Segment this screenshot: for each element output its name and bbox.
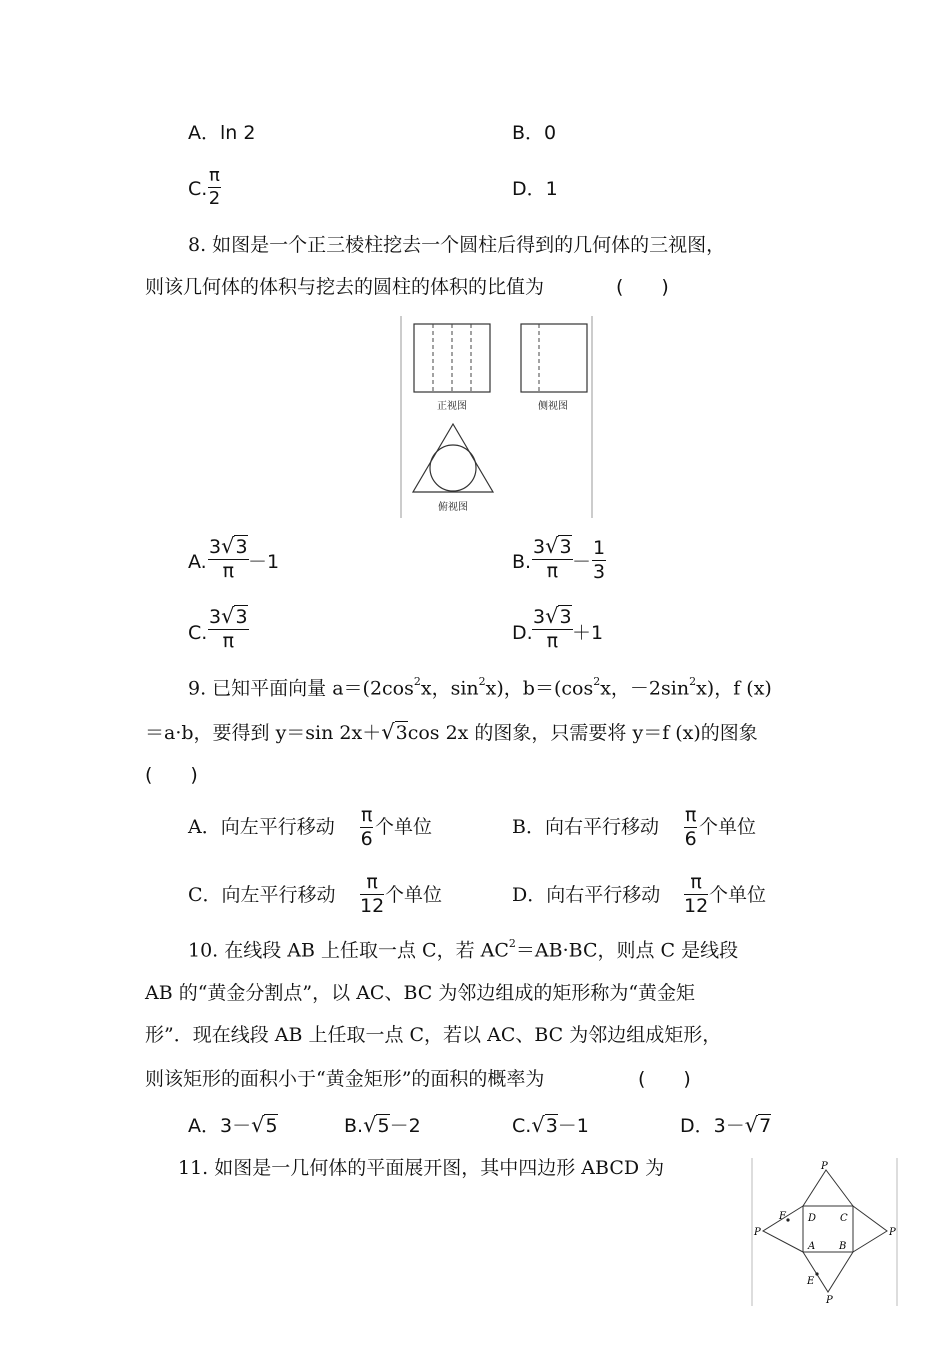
top-view-triangle — [413, 424, 493, 492]
q8-three-view-figure — [400, 316, 594, 518]
q10-stem-line4: 则该矩形的面积小于“黄金矩形”的面积的概率为 — [145, 1068, 545, 1090]
q8-option-b-fraction: $\frac{3√3}{\pi}$ — [533, 534, 572, 582]
q9-option-b-text: B．向右平行移动 — [512, 816, 659, 838]
q9-option-a-text: A．向左平行移动 — [188, 816, 335, 838]
q10-stem-line1: 10. 在线段 AB 上任取一点 C，若 $AC^2=AB\cdot BC$，则点 C 是线段 — [188, 937, 739, 962]
top-view-circle — [430, 445, 476, 491]
q8-option-b-fraction2: $\frac{1}{3}$ — [593, 537, 606, 583]
q9-option-b-tail: 个单位 — [699, 816, 757, 838]
point-f: F — [779, 1211, 786, 1222]
q8-option-b-minus: － — [572, 551, 592, 573]
q9-option-d-fraction: $\frac{\pi}{12}$ — [684, 871, 709, 917]
q8-bracket: ( ) — [616, 276, 669, 298]
vertex-a: A — [808, 1241, 816, 1252]
q9-option-d-tail: 个单位 — [709, 884, 767, 906]
side-view-label: 侧视图 — [538, 401, 568, 412]
q10-option-a: A．3－√5 — [188, 1113, 278, 1137]
q9-option-d-text: D．向右平行移动 — [512, 884, 661, 906]
vertex-p-top: P — [821, 1161, 828, 1172]
vertex-p-right: P — [889, 1227, 896, 1238]
q8-option-a-tail: －1 — [248, 551, 280, 573]
q8-option-d-tail: ＋1 — [572, 622, 604, 644]
q7-option-c-label: C. — [188, 178, 208, 200]
vertex-b: B — [839, 1241, 847, 1252]
side-view-rect — [521, 324, 587, 392]
q9-option-c-tail: 个单位 — [385, 884, 443, 906]
vertex-p-left: P — [754, 1227, 761, 1238]
vertex-d: D — [808, 1213, 817, 1224]
q8-option-a-fraction: $\frac{3√3}{\pi}$ — [209, 534, 248, 582]
point-e: E — [807, 1276, 815, 1287]
q10-stem-line2: AB 的“黄金分割点”，以 AC、BC 为邻边组成的矩形称为“黄金矩 — [145, 982, 696, 1004]
q11-net-figure — [751, 1158, 899, 1306]
q10-option-d: D．3－√7 — [680, 1113, 772, 1137]
q8-option-b-label: B. — [512, 551, 532, 573]
q9-option-a-tail: 个单位 — [375, 816, 433, 838]
q9-option-b-fraction: $\frac{\pi}{6}$ — [684, 804, 697, 850]
q8-option-d-fraction: $\frac{3√3}{\pi}$ — [533, 604, 572, 652]
q8-option-c-label: C. — [188, 622, 208, 644]
q9-option-c-text: C．向左平行移动 — [188, 884, 336, 906]
q9-option-c-fraction: $\frac{\pi}{12}$ — [360, 871, 385, 917]
q8-option-c-fraction: $\frac{3√3}{\pi}$ — [209, 604, 248, 652]
q7-option-c-fraction: $\frac{\pi}{2}$ — [208, 165, 221, 209]
q10-bracket: ( ) — [638, 1068, 691, 1090]
q8-option-a-label: A. — [188, 551, 207, 573]
q8-option-d-label: D. — [512, 622, 533, 644]
q8-stem-line1: 8. 如图是一个正三棱柱挖去一个圆柱后得到的几何体的三视图， — [188, 234, 726, 256]
q10-stem-line3: 形”．现在线段 AB 上任取一点 C，若以 AC、BC 为邻边组成矩形， — [145, 1024, 722, 1046]
top-view-label: 俯视图 — [438, 502, 468, 513]
q11-stem-line1: 11. 如图是一几何体的平面展开图，其中四边形 ABCD 为 — [178, 1157, 665, 1179]
q10-option-b: B.√5－2 — [344, 1113, 421, 1137]
q7-option-b: B．0 — [512, 122, 557, 144]
q7-option-d: D．1 — [512, 178, 558, 200]
q10-option-c: C.√3－1 — [512, 1113, 589, 1137]
q9-option-a-fraction: $\frac{\pi}{6}$ — [360, 804, 373, 850]
q8-stem-line2: 则该几何体的体积与挖去的圆柱的体积的比值为 — [145, 276, 545, 298]
vertex-p-bottom: P — [826, 1295, 833, 1306]
vertex-c: C — [840, 1213, 848, 1224]
q9-bracket: ( ) — [145, 764, 198, 786]
q7-option-a: A．ln 2 — [188, 122, 256, 144]
front-view-label: 正视图 — [437, 401, 467, 412]
q9-stem-line1: 9. 已知平面向量 $a=(2\cos^2x$，$\sin^2x$)，$b=(\cos^2x$，$-2\sin^2x$)，f (x) — [188, 675, 772, 700]
q9-stem-line2: ＝a·b，要得到 y＝sin 2x＋√3cos 2x 的图象，只需要将 y＝f (x)的图象 — [145, 720, 758, 744]
